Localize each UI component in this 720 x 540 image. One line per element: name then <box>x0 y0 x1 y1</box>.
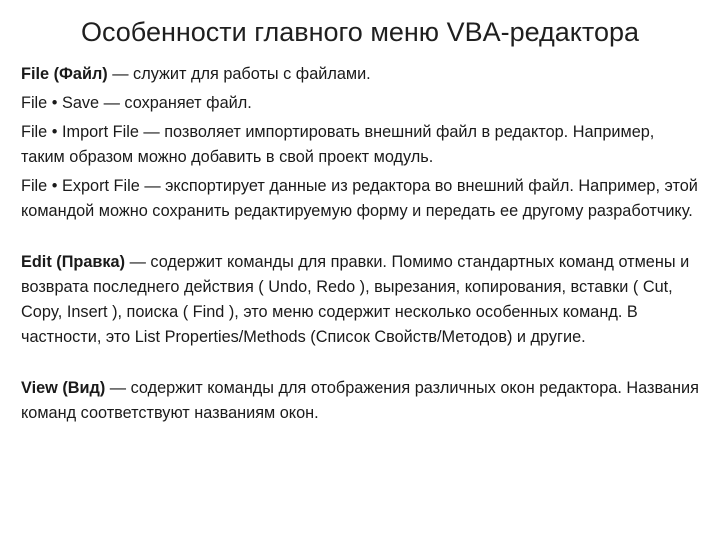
paragraph-view <box>21 376 701 426</box>
page-title: Особенности главного меню VBA-редактора <box>80 17 640 47</box>
paragraph-file <box>21 62 701 87</box>
paragraph-view-text: — содержит команды для отображения различных окон редактора. Названия команд соответствуют названиям окон. <box>21 379 699 422</box>
paragraph-edit <box>21 250 701 350</box>
paragraph-file-import: File • Import File — позволяет импортировать внешний файл в редактор. Например, таким образом можно добавить в свой проект модуль. <box>21 123 655 166</box>
paragraph-file-save: File • Save — сохраняет файл. <box>21 94 252 112</box>
slide-content <box>21 62 701 426</box>
menu-name-view: View (Вид) <box>21 379 106 397</box>
paragraph-file-text: — служит для работы с файлами. <box>107 65 371 83</box>
menu-name-file: File (Файл) <box>21 65 108 83</box>
menu-name-edit: Edit (Правка) <box>21 253 126 271</box>
paragraph-file-export: File • Export File — экспортирует данные из редактора во внешний файл. Например, этой командой можно сохранить редактируемую форму и передать ее другому разработчику. <box>21 177 698 220</box>
paragraph-edit-text: — содержит команды для правки. Помимо стандартных команд отмены и возврата последнего действия ( Undo, Redo ), вырезания, копирования, вставки ( Cut, Copy, Insert ), поиска ( Find ), это меню содержит несколько особенных команд. В частности, это List Properties/Methods (Список Свойств/Методов) и другие. <box>21 253 690 346</box>
